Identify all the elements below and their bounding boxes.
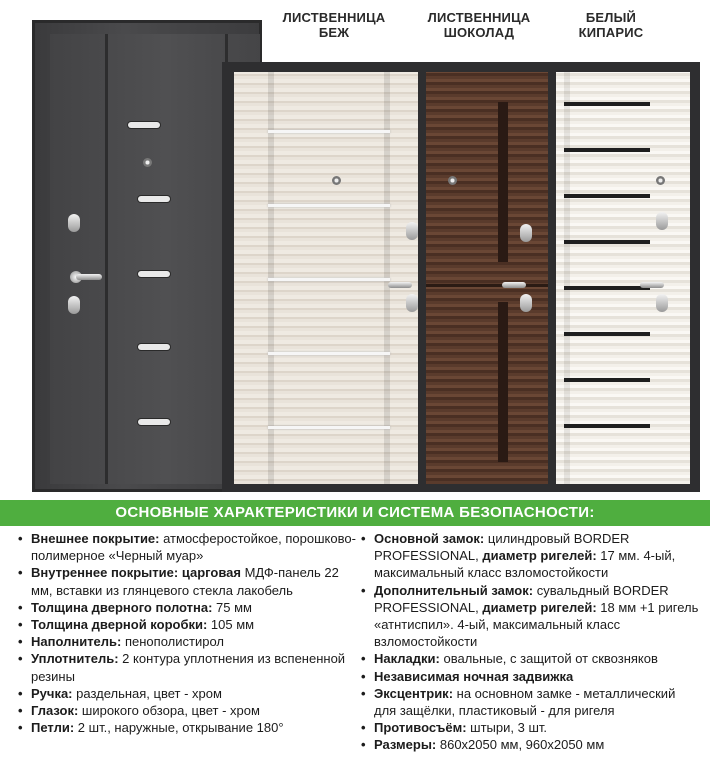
lock-plate-icon: [68, 296, 80, 314]
spec-value: 105 мм: [207, 617, 255, 633]
spec-item: [361, 650, 701, 667]
spec-value: штыри, 3 шт.: [466, 720, 548, 736]
lock-plate-icon: [520, 294, 532, 312]
spec-item: [18, 616, 358, 633]
bullet: •: [18, 703, 23, 719]
glass-strip: [498, 302, 508, 462]
lock-plate-icon: [68, 214, 80, 232]
spec-value: атмосферостойкое, порошково-полимерное «Черный муар»: [31, 531, 356, 564]
specs-right-column: [361, 530, 701, 754]
spec-value: овальные, с защитой от сквозняков: [439, 651, 658, 667]
spec-value: на основном замке - металлический для защёлки, пластиковый - для ригеля: [374, 685, 676, 719]
spec-value: 17 мм. 4-ый, максимальный класс взломостойкости: [374, 548, 676, 581]
glass-strip: [268, 204, 390, 207]
bullet: •: [361, 668, 366, 684]
bullet: •: [18, 617, 23, 633]
panel-divider: [426, 284, 548, 287]
spec-item: [18, 530, 358, 564]
spec-item: [361, 582, 701, 651]
glass-strip: [564, 332, 650, 336]
spec-key: диаметр ригелей:: [478, 599, 597, 615]
bullet: •: [18, 599, 23, 615]
door-insert: [128, 122, 160, 128]
spec-value: раздельная, цвет - хром: [72, 685, 222, 701]
spec-value: 2 шт., наружные, открывание 180°: [74, 720, 284, 736]
caption-white-cypress: [556, 10, 666, 40]
lock-plate-icon: [656, 294, 668, 312]
lock-plate-icon: [520, 224, 532, 242]
spec-value: пенополистирол: [121, 634, 224, 650]
bullet: •: [18, 565, 23, 581]
glass-strip: [564, 240, 650, 244]
spec-item: [18, 685, 358, 702]
bullet: •: [18, 651, 23, 667]
spec-item: [18, 633, 358, 650]
caption-line: ЛИСТВЕННИЦА: [427, 10, 531, 25]
door-handle-icon: [76, 274, 102, 280]
spec-value: 860х2050 мм, 960х2050 мм: [436, 737, 605, 753]
bullet: •: [18, 720, 23, 736]
glass-strip: [564, 194, 650, 198]
spec-key: Петли:: [31, 720, 75, 736]
spec-item: [361, 685, 701, 719]
spec-value: сувальдный BORDER PROFESSIONAL,: [374, 582, 669, 615]
bullet: •: [18, 685, 23, 701]
spec-value: 18 мм +1 ригель «атнтиспил». 4-ый, максимальный класс взломостойкости: [374, 599, 699, 650]
panel-white-cypress: [556, 72, 690, 484]
door-insert: [138, 196, 170, 202]
door-groove: [105, 34, 108, 484]
lock-plate-icon: [406, 222, 418, 240]
spec-value: 75 мм: [212, 599, 252, 615]
spec-item: [361, 719, 701, 736]
specs-banner: ОСНОВНЫЕ ХАРАКТЕРИСТИКИ И СИСТЕМА БЕЗОПАСНОСТИ:: [0, 500, 710, 526]
spec-key: Накладки:: [374, 651, 440, 667]
bullet: •: [18, 531, 23, 546]
spec-key: Толщина дверной коробки:: [31, 617, 208, 633]
glass-strip: [564, 102, 650, 106]
spec-value: широкого обзора, цвет - хром: [78, 703, 260, 719]
inner-panels-image: [222, 62, 700, 492]
spec-value: 2 контура уплотнения из вспененной резины: [31, 651, 346, 684]
spec-key: Глазок:: [31, 703, 79, 719]
glass-strip: [564, 286, 650, 290]
bullet: •: [361, 685, 366, 701]
lock-plate-icon: [656, 212, 668, 230]
caption-line: ЛИСТВЕННИЦА: [282, 10, 386, 25]
bullet: •: [361, 651, 366, 667]
spec-key: Противосъём:: [374, 720, 467, 736]
spec-key: Размеры:: [374, 737, 437, 753]
specs-left-column: [18, 530, 358, 736]
glass-strip: [564, 378, 650, 382]
door-handle-icon: [502, 282, 526, 288]
lock-plate-icon: [406, 294, 418, 312]
glass-strip: [268, 426, 390, 429]
spec-item: [18, 650, 358, 684]
peephole-icon: [448, 176, 457, 185]
caption-line: БЕЖ: [318, 25, 350, 40]
spec-key: Ручка:: [31, 685, 73, 701]
spec-item: [361, 736, 701, 753]
bullet: •: [361, 737, 366, 753]
door-handle-icon: [640, 282, 664, 288]
caption-line: ШОКОЛАД: [443, 25, 515, 40]
peephole-icon: [332, 176, 341, 185]
spec-key: Дополнительный замок:: [374, 582, 534, 598]
caption-larch-beige: [276, 10, 392, 40]
spec-key: Толщина дверного полотна:: [31, 599, 213, 615]
glass-strip: [564, 424, 650, 428]
spec-key: Внутреннее покрытие: царговая: [31, 565, 241, 581]
glass-strip: [498, 102, 508, 262]
door-insert: [138, 271, 170, 277]
spec-item: [18, 599, 358, 616]
spec-item: [18, 564, 358, 598]
peephole-icon: [656, 176, 665, 185]
glass-strip: [268, 352, 390, 355]
glass-strip: [564, 148, 650, 152]
spec-item: [18, 719, 358, 736]
peephole-icon: [143, 158, 152, 167]
spec-item: [361, 530, 701, 582]
caption-larch-chocolate: [418, 10, 540, 40]
bullet: •: [361, 582, 366, 598]
spec-item: [361, 668, 701, 685]
glass-strip: [268, 130, 390, 133]
panel-stile: [564, 72, 570, 484]
caption-line: БЕЛЫЙ: [585, 10, 637, 25]
spec-key: Уплотнитель:: [31, 651, 119, 667]
spec-key: Внешнее покрытие:: [31, 531, 160, 546]
spec-key: Основной замок:: [374, 531, 485, 546]
glass-strip: [268, 278, 390, 281]
caption-line: КИПАРИС: [578, 25, 644, 40]
spec-key: Эксцентрик:: [374, 685, 454, 701]
door-insert: [138, 419, 170, 425]
spec-item: [18, 702, 358, 719]
door-insert: [138, 344, 170, 350]
spec-key: диаметр ригелей:: [478, 548, 597, 564]
door-handle-icon: [388, 282, 412, 288]
panel-larch-beige: [234, 72, 418, 484]
spec-value: цилиндровый BORDER PROFESSIONAL,: [374, 531, 630, 564]
spec-key: Независимая ночная задвижка: [374, 668, 574, 684]
bullet: •: [18, 634, 23, 650]
bullet: •: [361, 720, 366, 736]
spec-key: Наполнитель:: [31, 634, 122, 650]
spec-value: МДФ-панель 22 мм, вставки из глянцевого стекла лакобель: [31, 565, 339, 598]
bullet: •: [361, 531, 366, 546]
panel-larch-chocolate: [426, 72, 548, 484]
